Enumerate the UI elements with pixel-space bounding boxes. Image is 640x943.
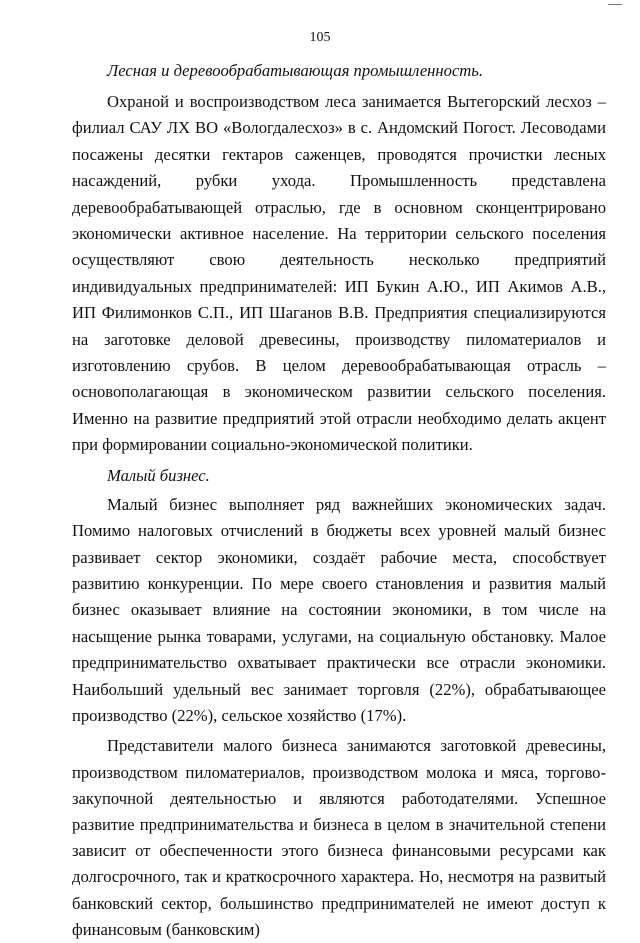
page-corner-mark <box>608 0 622 5</box>
paragraph-small-business-tasks: Малый бизнес выполняет ряд важнейших экономических задач. Помимо налоговых отчислений в бюджеты всех уровней малый бизнес развивает сектор экономики, создаёт рабочие места, способствует развитию конкуренции. По мере своего становления и развития малый бизнес оказывает влияние на состоянии экономики, в том числе на насыщение рынка товарами, услугами, на социальную обстановку. Малое предпринимательство охватывает практически все отрасли экономики. Наибольший удельный вес занимает торговля (22%), обрабатывающее производство (22%), сельское хозяйство (17%). <box>72 494 606 725</box>
paragraph-small-business-representatives: Представители малого бизнеса занимаются заготовкой древесины, производством пиломатериалов, производством молока и мяса, торгово-закупочной деятельностью и являются работодателями. Успешное развитие предпринимательства и бизнеса в целом в значительной степени зависит от обеспеченности этого бизнеса финансовыми ресурсами как долгосрочного, так и краткосрочного характера. Но, несмотря на развитый банковский сектор, большинство предпринимателей не имеют доступ к финансовым (банковским) <box>72 736 606 939</box>
section-heading-forest-industry: Лесная и деревообрабатывающая промышленность. <box>107 61 483 80</box>
section-heading-small-business: Малый бизнес. <box>107 465 210 485</box>
page-content <box>72 58 606 943</box>
paragraph-forest-industry: Охраной и воспроизводством леса занимается Вытегорский лесхоз – филиал САУ ЛХ ВО «Вологдалесхоз» в с. Андомский Погост. Лесоводами посажены десятки гектаров саженцев, проводятся прочистки лесных насаждений, рубки ухода. Промышленность представлена деревообрабатывающей отраслью, где в основном сконцентрировано экономически активное население. На территории сельского поселения осуществляют свою деятельность несколько предприятий индивидуальных предпринимателей: ИП Букин А.Ю., ИП Акимов А.В., ИП Филимонков С.П., ИП Шаганов В.В. Предприятия специализируются на заготовке деловой древесины, производству пиломатериалов и изготовлению срубов. В целом деревообрабатывающая отрасль – основополагающая в экономическом развитии сельского поселения. Именно на развитие предприятий этой отрасли необходимо делать акцент при формировании социально-экономической политики. <box>72 92 606 455</box>
page-number: 105 <box>309 30 331 45</box>
